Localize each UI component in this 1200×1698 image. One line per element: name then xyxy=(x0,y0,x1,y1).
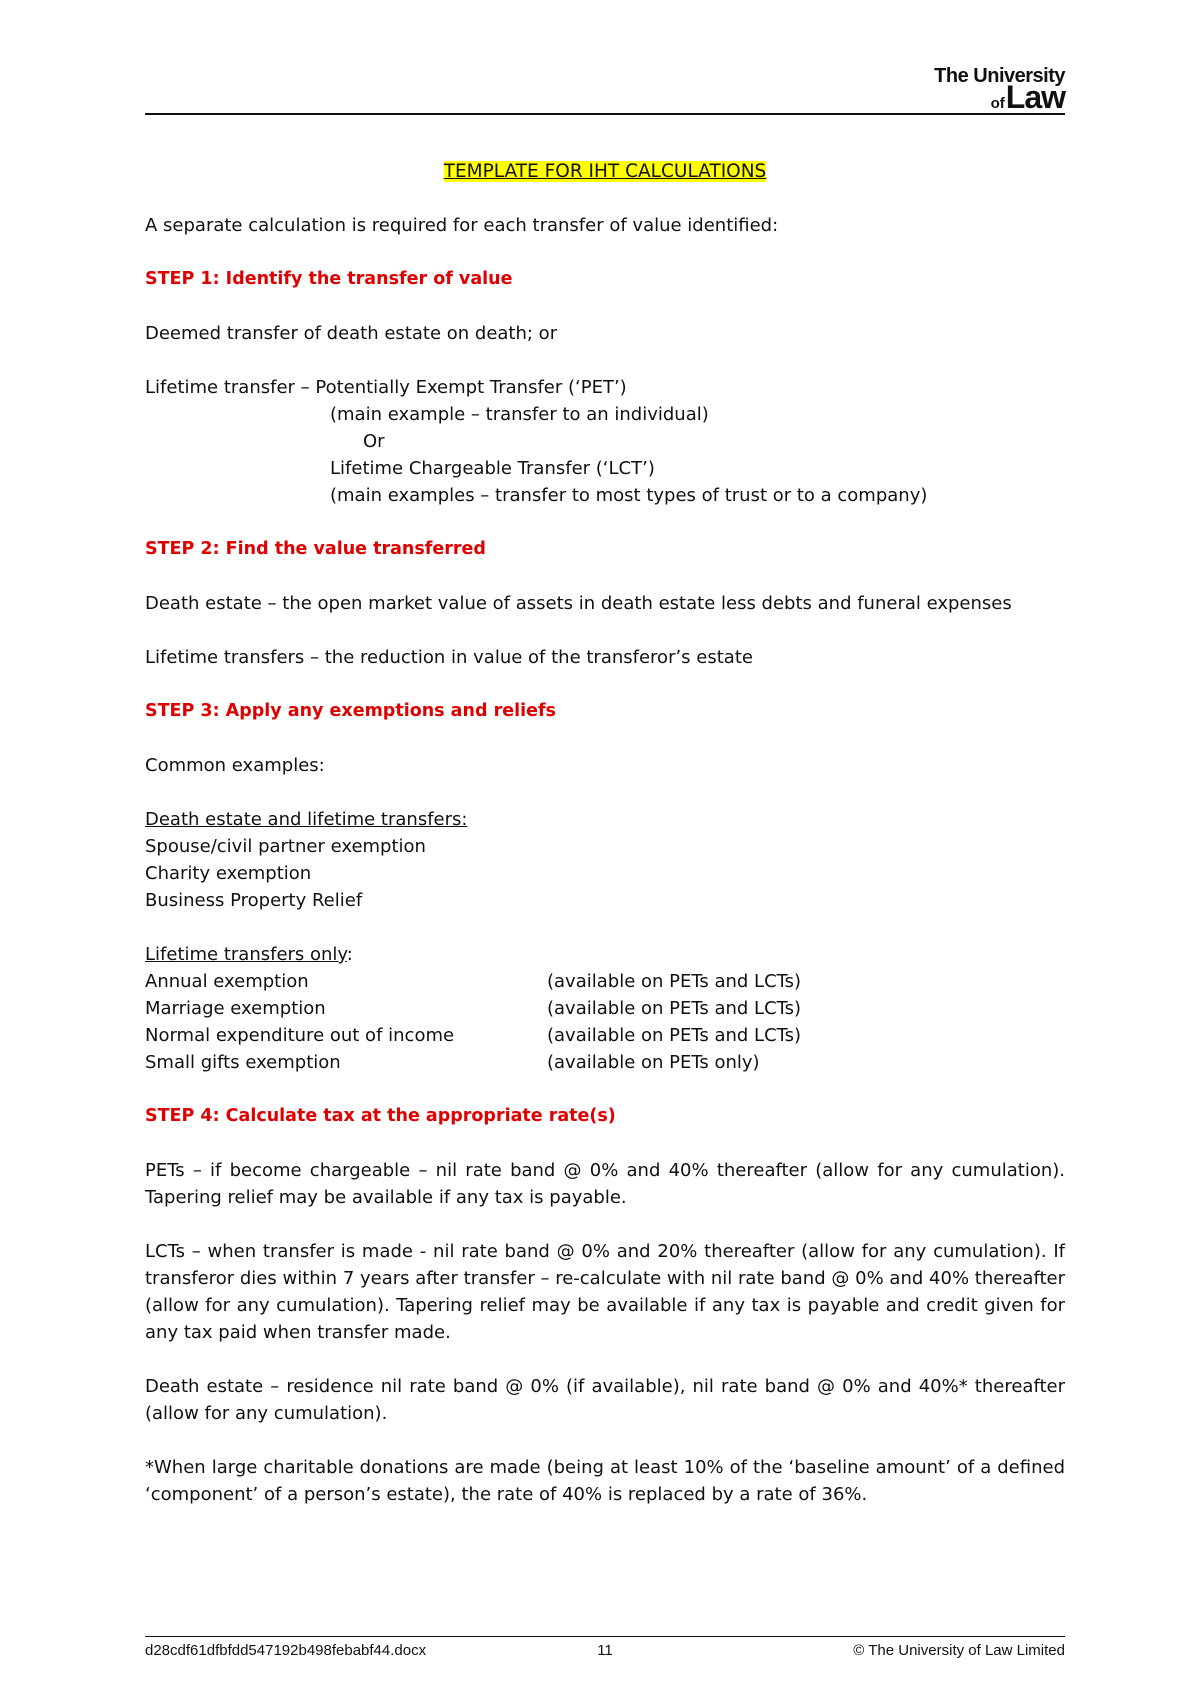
exemption-name: Normal expenditure out of income xyxy=(145,1025,455,1046)
exemption-row xyxy=(145,968,1065,995)
list-item: Charity exemption xyxy=(145,863,312,884)
footer-copyright: © The University of Law Limited xyxy=(853,1642,1065,1659)
page-footer xyxy=(145,1642,1065,1659)
university-logo xyxy=(934,66,1065,118)
step1-heading: STEP 1: Identify the transfer of value xyxy=(145,269,513,289)
footer-filename: d28cdf61dfbfdd547192b498febabf44.docx xyxy=(145,1642,427,1659)
exemption-row xyxy=(145,1022,1065,1049)
logo-line-1: The University xyxy=(934,65,1065,87)
step3-group2-heading: Lifetime transfers only: xyxy=(145,944,353,965)
logo-of: of xyxy=(990,95,1005,112)
intro-text: A separate calculation is required for each transfer of value identified: xyxy=(145,215,779,236)
document-body xyxy=(145,158,1065,1508)
step1-text-1: Deemed transfer of death estate on death; or xyxy=(145,323,558,344)
exemption-name: Small gifts exemption xyxy=(145,1052,341,1073)
exemption-row xyxy=(145,995,1065,1022)
step1-text-6: (main examples – transfer to most types of trust or to a company) xyxy=(330,485,928,506)
exemption-note: (available on PETs and LCTs) xyxy=(547,971,802,992)
document-title: TEMPLATE FOR IHT CALCULATIONS xyxy=(443,161,767,182)
step4-text-2: LCTs – when transfer is made - nil rate band @ 0% and 20% thereafter (allow for any cumulation). If transferor dies within 7 years after transfer – re-calculate with nil rate band @ 0% and 40% thereafter (allow for any cumulation). Tapering relief may be available if any tax is payable and credit given for any tax paid when transfer made. xyxy=(145,1241,1065,1343)
exemption-note: (available on PETs only) xyxy=(547,1052,760,1073)
footer-page-number: 11 xyxy=(597,1642,613,1659)
step4-heading: STEP 4: Calculate tax at the appropriate rate(s) xyxy=(145,1106,616,1126)
exemption-name: Annual exemption xyxy=(145,971,309,992)
step1-text-2: Lifetime transfer – Potentially Exempt Transfer (‘PET’) xyxy=(145,377,627,398)
logo-law: Law xyxy=(1005,79,1065,115)
step3-common: Common examples: xyxy=(145,755,325,776)
footer-rule xyxy=(145,1636,1065,1637)
header-rule xyxy=(145,113,1065,115)
step2-heading: STEP 2: Find the value transferred xyxy=(145,539,486,559)
step4-text-4: *When large charitable donations are made (being at least 10% of the ‘baseline amount’ of a defined ‘component’ of a person’s estate), the rate of 40% is replaced by a rate of 36%. xyxy=(145,1457,1065,1505)
exemption-note: (available on PETs and LCTs) xyxy=(547,1025,802,1046)
step3-group1-heading: Death estate and lifetime transfers: xyxy=(145,809,468,830)
step1-text-5: Lifetime Chargeable Transfer (‘LCT’) xyxy=(330,458,655,479)
exemption-name: Marriage exemption xyxy=(145,998,326,1019)
step2-text-1: Death estate – the open market value of assets in death estate less debts and funeral expenses xyxy=(145,593,1012,614)
list-item: Spouse/civil partner exemption xyxy=(145,836,426,857)
exemption-note: (available on PETs and LCTs) xyxy=(547,998,802,1019)
step1-text-3: (main example – transfer to an individual) xyxy=(330,404,709,425)
step1-text-4: Or xyxy=(363,431,385,452)
step2-text-2: Lifetime transfers – the reduction in value of the transferor’s estate xyxy=(145,647,753,668)
exemption-row xyxy=(145,1049,1065,1076)
step4-text-3: Death estate – residence nil rate band @ 0% (if available), nil rate band @ 0% and 40%* thereafter (allow for any cumulation). xyxy=(145,1376,1065,1424)
list-item: Business Property Relief xyxy=(145,890,363,911)
step4-text-1: PETs – if become chargeable – nil rate band @ 0% and 40% thereafter (allow for any cumulation). Tapering relief may be available if any tax is payable. xyxy=(145,1160,1065,1208)
step3-heading: STEP 3: Apply any exemptions and reliefs xyxy=(145,701,556,721)
